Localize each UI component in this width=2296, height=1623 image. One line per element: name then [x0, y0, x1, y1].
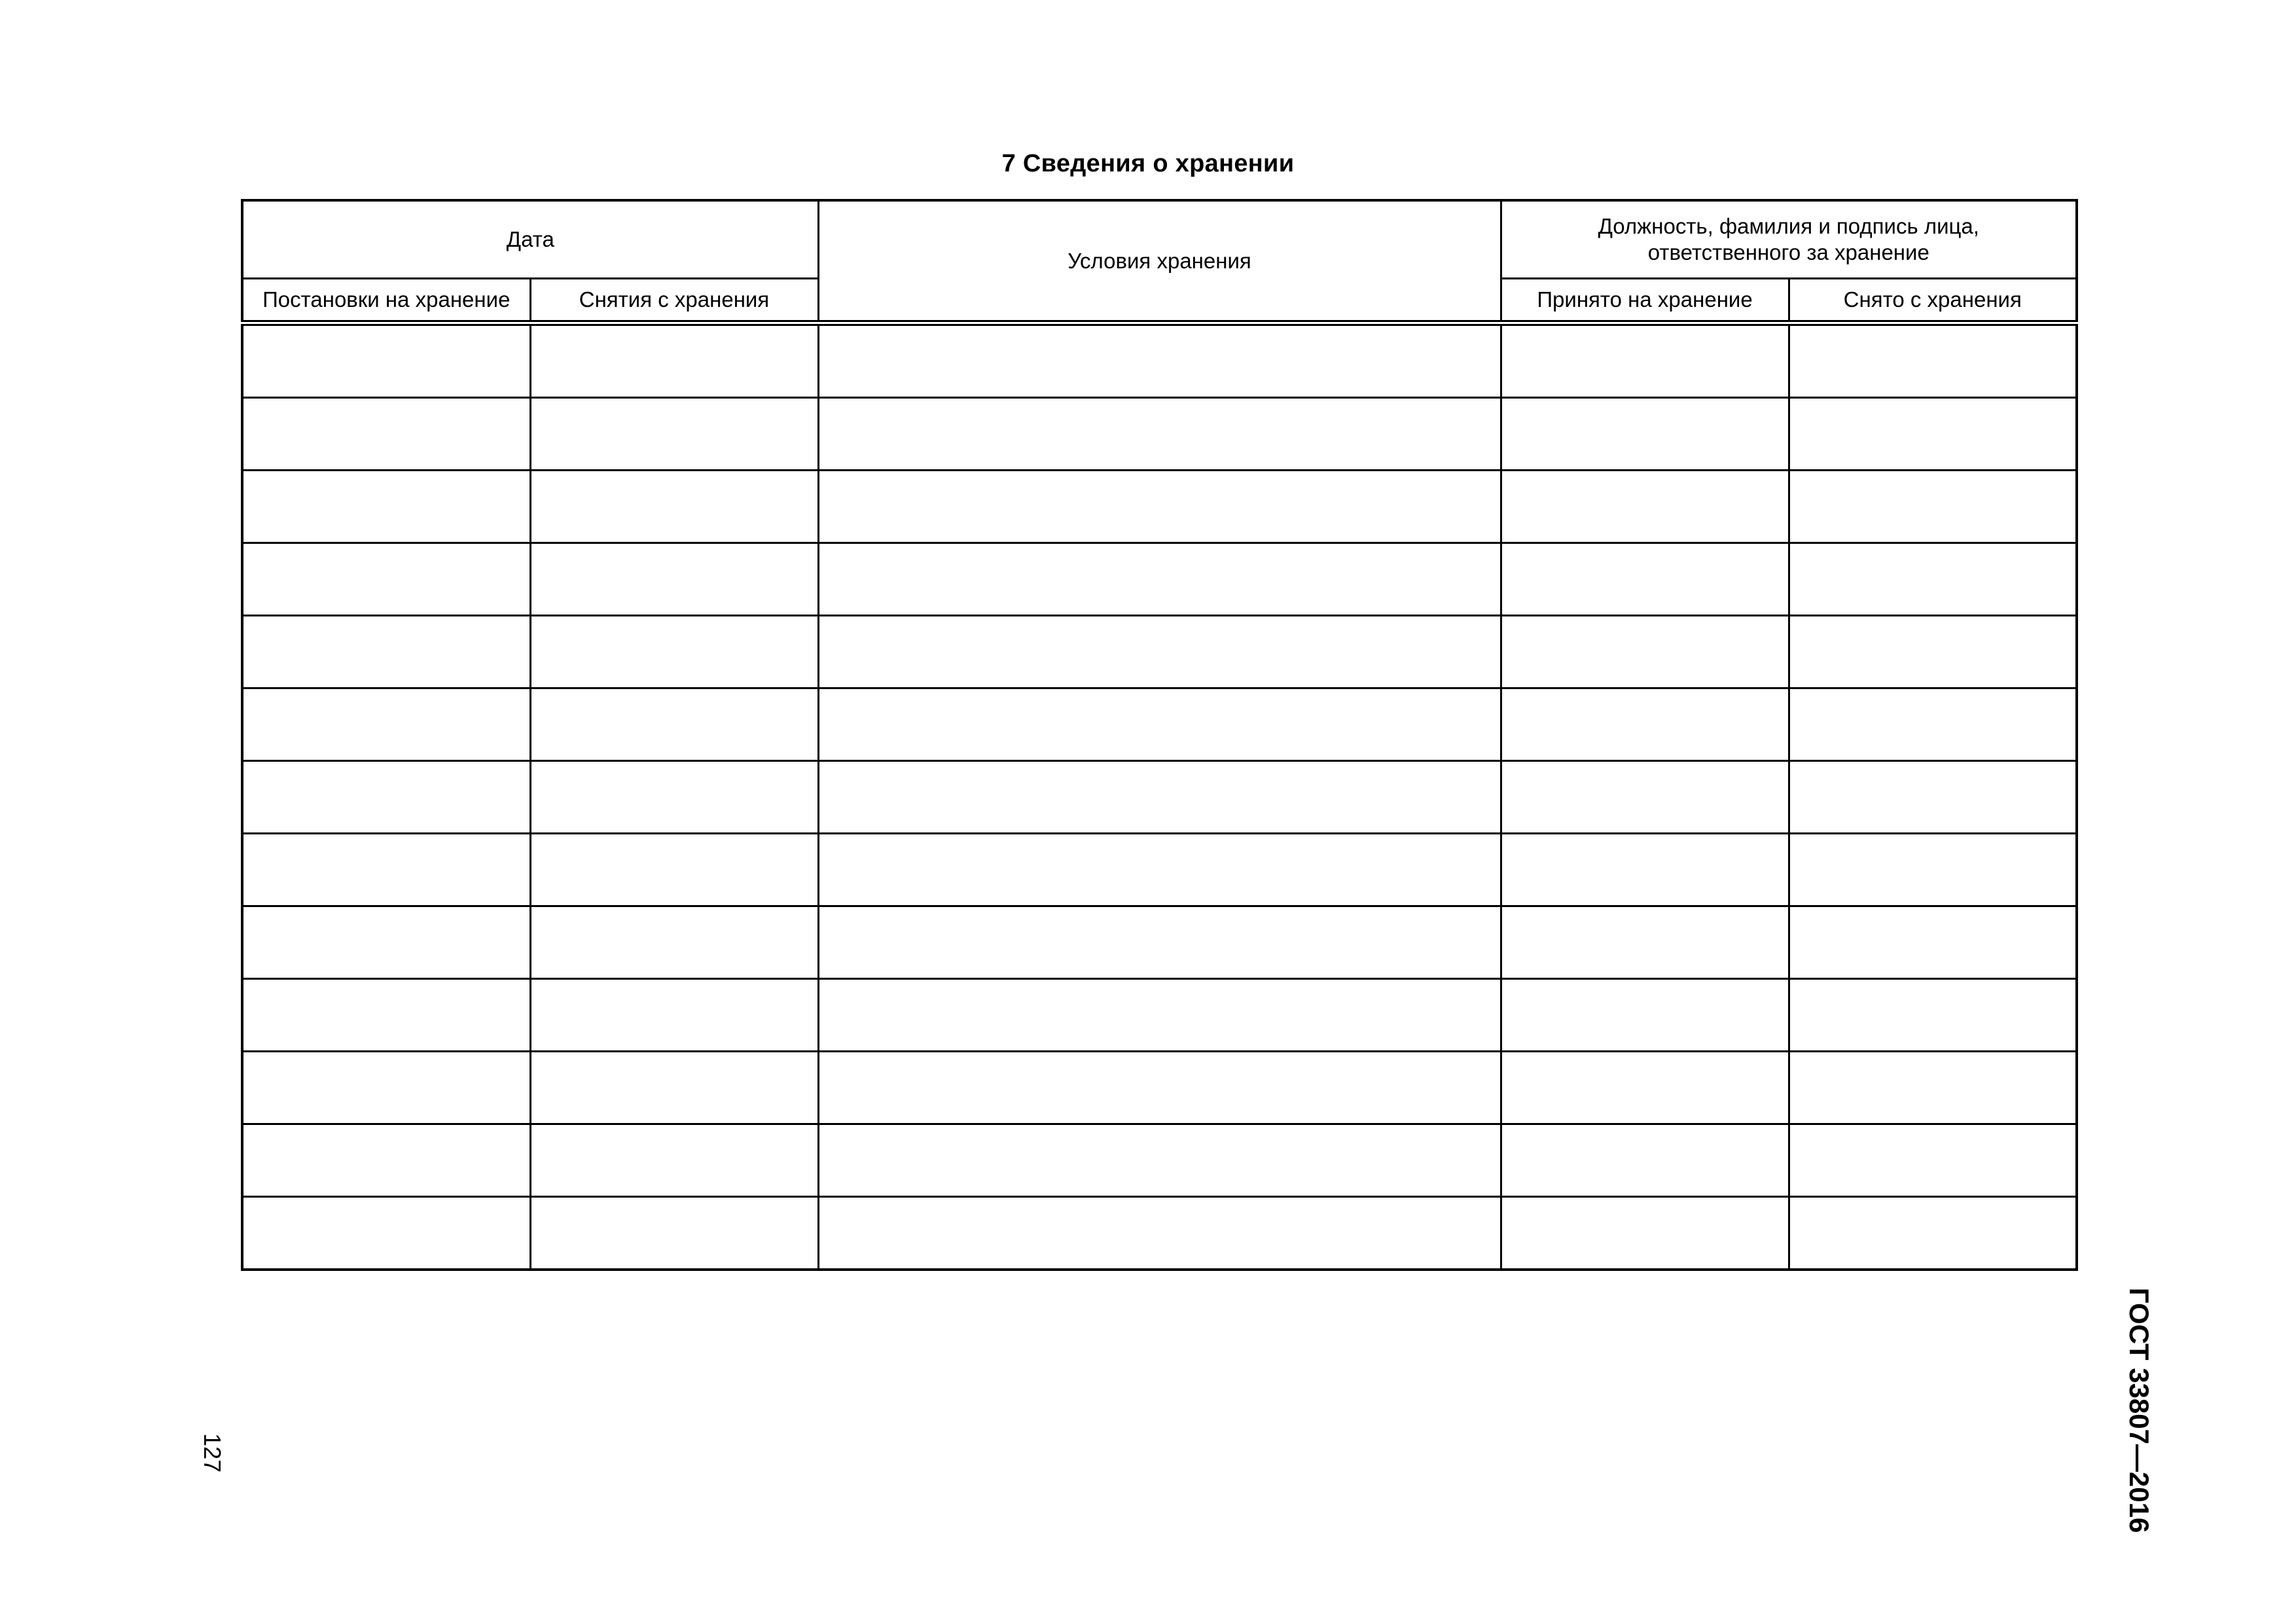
table-row [242, 1052, 2077, 1124]
accepted-cell [1501, 471, 1789, 543]
table-row [242, 834, 2077, 906]
removed-cell [1789, 323, 2077, 398]
removed-cell [1789, 834, 2077, 906]
date-placed-cell [242, 1197, 530, 1270]
accepted-header: Принято на хранение [1501, 279, 1789, 323]
table-row [242, 906, 2077, 979]
date-removed-cell [530, 1124, 818, 1197]
conditions-cell [818, 761, 1501, 834]
removed-cell [1789, 906, 2077, 979]
date-removed-header: Снятия с хранения [530, 279, 818, 323]
removed-cell [1789, 979, 2077, 1052]
table-row [242, 398, 2077, 471]
accepted-cell [1501, 543, 1789, 616]
date-removed-cell [530, 616, 818, 688]
date-placed-cell [242, 471, 530, 543]
date-removed-cell [530, 471, 818, 543]
table-row [242, 688, 2077, 761]
accepted-cell [1501, 688, 1789, 761]
accepted-cell [1501, 979, 1789, 1052]
date-group-header: Дата [242, 200, 818, 279]
section-title: 7 Сведения о хранении [1001, 150, 1295, 177]
conditions-cell [818, 979, 1501, 1052]
date-placed-cell [242, 543, 530, 616]
page-number: 127 [199, 1433, 226, 1473]
table-row [242, 761, 2077, 834]
date-removed-cell [530, 761, 818, 834]
date-removed-cell [530, 688, 818, 761]
date-removed-cell [530, 398, 818, 471]
removed-cell [1789, 1052, 2077, 1124]
removed-cell [1789, 398, 2077, 471]
header-row-top [242, 200, 2077, 279]
date-placed-cell [242, 761, 530, 834]
conditions-cell [818, 398, 1501, 471]
accepted-cell [1501, 1197, 1789, 1270]
date-placed-cell [242, 323, 530, 398]
table-body [242, 323, 2077, 1270]
removed-cell [1789, 471, 2077, 543]
removed-cell [1789, 688, 2077, 761]
conditions-cell [818, 471, 1501, 543]
conditions-cell [818, 906, 1501, 979]
table-row [242, 543, 2077, 616]
accepted-cell [1501, 906, 1789, 979]
conditions-cell [818, 1052, 1501, 1124]
accepted-cell [1501, 1124, 1789, 1197]
date-removed-cell [530, 906, 818, 979]
accepted-cell [1501, 1052, 1789, 1124]
conditions-header: Условия хранения [818, 200, 1501, 323]
removed-cell [1789, 1197, 2077, 1270]
accepted-cell [1501, 834, 1789, 906]
date-removed-cell [530, 979, 818, 1052]
date-placed-cell [242, 834, 530, 906]
table-row [242, 323, 2077, 398]
date-placed-cell [242, 1124, 530, 1197]
removed-cell [1789, 543, 2077, 616]
date-removed-cell [530, 1197, 818, 1270]
date-placed-cell [242, 398, 530, 471]
table-row [242, 1197, 2077, 1270]
conditions-cell [818, 1124, 1501, 1197]
removed-cell [1789, 616, 2077, 688]
conditions-cell [818, 323, 1501, 398]
table-row [242, 979, 2077, 1052]
table-row [242, 1124, 2077, 1197]
accepted-cell [1501, 398, 1789, 471]
date-placed-cell [242, 616, 530, 688]
responsible-group-header [1501, 200, 2077, 279]
accepted-cell [1501, 616, 1789, 688]
conditions-cell [818, 616, 1501, 688]
table-row [242, 616, 2077, 688]
date-placed-cell [242, 906, 530, 979]
conditions-cell [818, 1197, 1501, 1270]
responsible-group-label: Должность, фамилия и подпись лица, ответственного за хранение [1598, 214, 1979, 264]
date-removed-cell [530, 323, 818, 398]
date-removed-cell [530, 1052, 818, 1124]
removed-header: Снято с хранения [1789, 279, 2077, 323]
removed-cell [1789, 1124, 2077, 1197]
date-placed-cell [242, 1052, 530, 1124]
conditions-cell [818, 834, 1501, 906]
accepted-cell [1501, 323, 1789, 398]
accepted-cell [1501, 761, 1789, 834]
table-row [242, 471, 2077, 543]
date-placed-header: Постановки на хранение [242, 279, 530, 323]
date-removed-cell [530, 543, 818, 616]
standard-id: ГОСТ 33807—2016 [2124, 1287, 2155, 1533]
date-placed-cell [242, 979, 530, 1052]
storage-log-table [241, 199, 2078, 1271]
date-placed-cell [242, 688, 530, 761]
removed-cell [1789, 761, 2077, 834]
conditions-cell [818, 688, 1501, 761]
conditions-cell [818, 543, 1501, 616]
date-removed-cell [530, 834, 818, 906]
